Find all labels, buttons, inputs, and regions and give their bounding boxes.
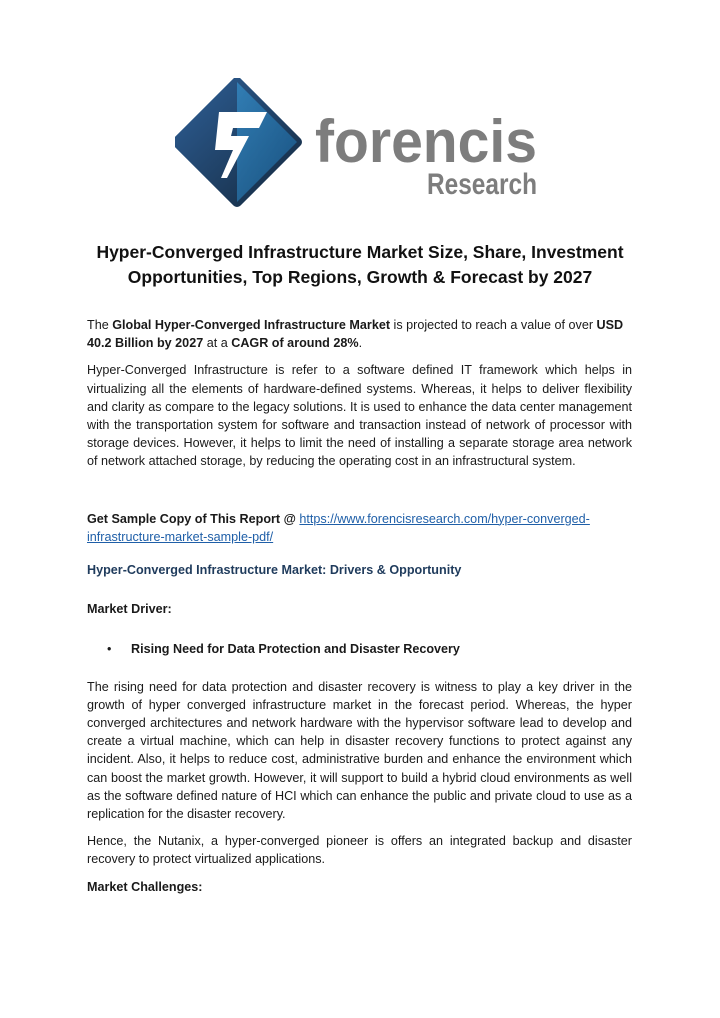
title-line-2: Opportunities, Top Regions, Growth & Forecast by 2027: [127, 267, 593, 287]
intro-market-value: USD 40.2 Billion by 2027: [87, 318, 624, 351]
definition-paragraph: Hyper-Converged Infrastructure is refer to a software defined IT framework which helps in virtualizing all the elements of hardware-defined systems. Whereas, it helps to deliver flexibility and clarity as compare to the legacy solutions. It is used to enhance the data center management with the transportation system for software and transaction instead of network of processor with storage devices. However, it helps to limit the need of installing a separate storage area network of network attached storage, by reducing the operating cost in an infrastructural system.: [87, 363, 632, 469]
bullet-icon: •: [107, 642, 112, 657]
intro-paragraph: [87, 316, 632, 352]
intro-text: The: [87, 318, 113, 332]
intro-text: .: [358, 336, 363, 351]
logo-brand-name: forencis: [315, 108, 537, 175]
market-challenges-heading: [87, 878, 632, 896]
sample-copy-link[interactable]: https://www.forencisresearch.com/hyper-converged-: [299, 511, 590, 526]
page-title: [60, 240, 660, 290]
document-body: [87, 316, 632, 896]
intro-cagr: CAGR of around 28%: [231, 336, 359, 351]
sample-copy-line: [87, 510, 632, 546]
intro-text: is projected to reach a value of over: [390, 318, 597, 332]
sample-copy-label: Get Sample Copy of This Report @: [87, 511, 300, 526]
market-challenges-label: Market Challenges:: [87, 879, 203, 894]
section-heading: Hyper-Converged Infrastructure Market: Drivers & Opportunity: [87, 563, 462, 578]
bullet-text: Rising Need for Data Protection and Disaster Recovery: [131, 642, 460, 657]
sample-copy-link-continued[interactable]: infrastructure-market-sample-pdf/: [87, 529, 274, 544]
market-driver-heading: [87, 600, 632, 618]
logo-brand-sub: Research: [427, 168, 537, 201]
driver-paragraph: The rising need for data protection and disaster recovery is witness to play a key driver in the growth of hyper converged infrastructure market in the forecast period. Whereas, the hyper converged architectures and network hardware with the hypervisor software lead to develop and create a virtual machine, which can help in disaster recovery functions to protect against any incident. Also, it helps to reduce cost, administrative burden and enhance the environment which can boost the market growth. However, it will support to build a hybrid cloud environments as well as the software defined nature of HCI which can enhance the public and private cloud to use as a replication for the disaster recovery.: [87, 679, 632, 822]
market-driver-label: Market Driver:: [87, 602, 172, 617]
intro-text: at a: [203, 336, 232, 351]
intro-market-name: Global Hyper-Converged Infrastructure Market: [112, 318, 391, 332]
title-line-1: Hyper-Converged Infrastructure Market Size, Share, Investment: [96, 242, 624, 262]
nutanix-paragraph: Hence, the Nutanix, a hyper-converged pioneer is offers an integrated backup and disaster recovery to protect virtualized applications.: [87, 834, 632, 867]
logo-emblem-icon: [177, 82, 297, 202]
list-item: [87, 640, 632, 658]
forencis-logo: [175, 78, 555, 218]
